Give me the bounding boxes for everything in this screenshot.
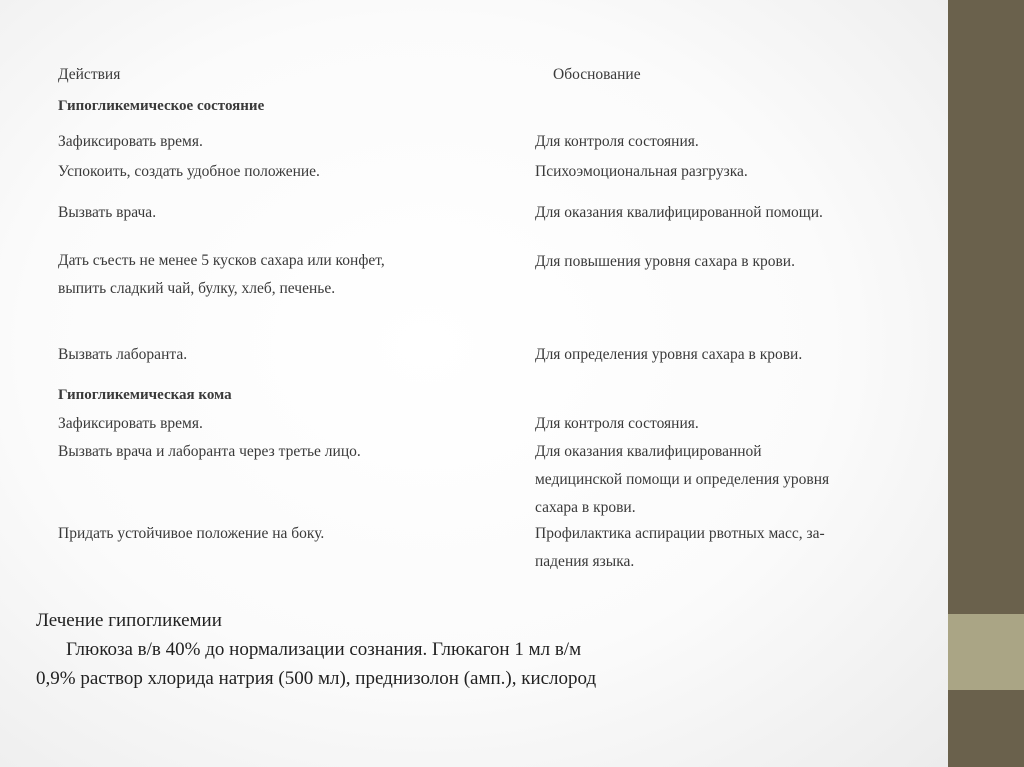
reason-cell: Для оказания квалифицированной помощи. [535, 204, 823, 221]
side-accent-block [948, 614, 1024, 690]
reason-cell: Психоэмоциональная разгрузка. [535, 163, 748, 180]
reason-line: падения языка. [535, 553, 635, 570]
header-actions: Действия [58, 66, 121, 83]
action-cell: Вызвать лаборанта. [58, 346, 188, 363]
reason-cell: Для повышения уровня сахара в крови. [535, 253, 795, 270]
reason-line: Профилактика аспирации рвотных масс, за- [535, 525, 825, 542]
action-cell: Успокоить, создать удобное положение. [58, 163, 320, 180]
reason-line: медицинской помощи и определения уровня [535, 471, 830, 488]
reason-cell [535, 438, 829, 522]
treatment-line: Глюкоза в/в 40% до нормализации сознания. Глюкагон 1 мл в/м [66, 639, 582, 660]
reason-line: сахара в крови. [535, 499, 636, 516]
action-cell: Вызвать врача и лаборанта через третье лицо. [58, 443, 361, 460]
reason-line: Для оказания квалифицированной [535, 443, 762, 460]
action-cell: Зафиксировать время. [58, 415, 203, 432]
action-cell [58, 247, 385, 303]
treatment-line: 0,9% раствор хлорида натрия (500 мл), преднизолон (амп.), кислород [36, 668, 597, 689]
treatment-title: Лечение гипогликемии [36, 610, 222, 631]
action-cell: Зафиксировать время. [58, 133, 203, 150]
action-line: Дать съесть не менее 5 кусков сахара или конфет, [58, 252, 385, 269]
reason-cell: Для определения уровня сахара в крови. [535, 346, 803, 363]
section-title-hypoglycemic-state: Гипогликемическое состояние [58, 98, 265, 114]
header-justification: Обоснование [553, 66, 641, 83]
reason-cell: Для контроля состояния. [535, 133, 699, 150]
section-title-hypoglycemic-coma: Гипогликемическая кома [58, 387, 232, 403]
reason-cell: Для контроля состояния. [535, 415, 699, 432]
action-line: выпить сладкий чай, булку, хлеб, печенье. [58, 280, 336, 297]
action-cell: Придать устойчивое положение на боку. [58, 525, 325, 542]
reason-cell [535, 520, 825, 576]
action-cell: Вызвать врача. [58, 204, 157, 221]
